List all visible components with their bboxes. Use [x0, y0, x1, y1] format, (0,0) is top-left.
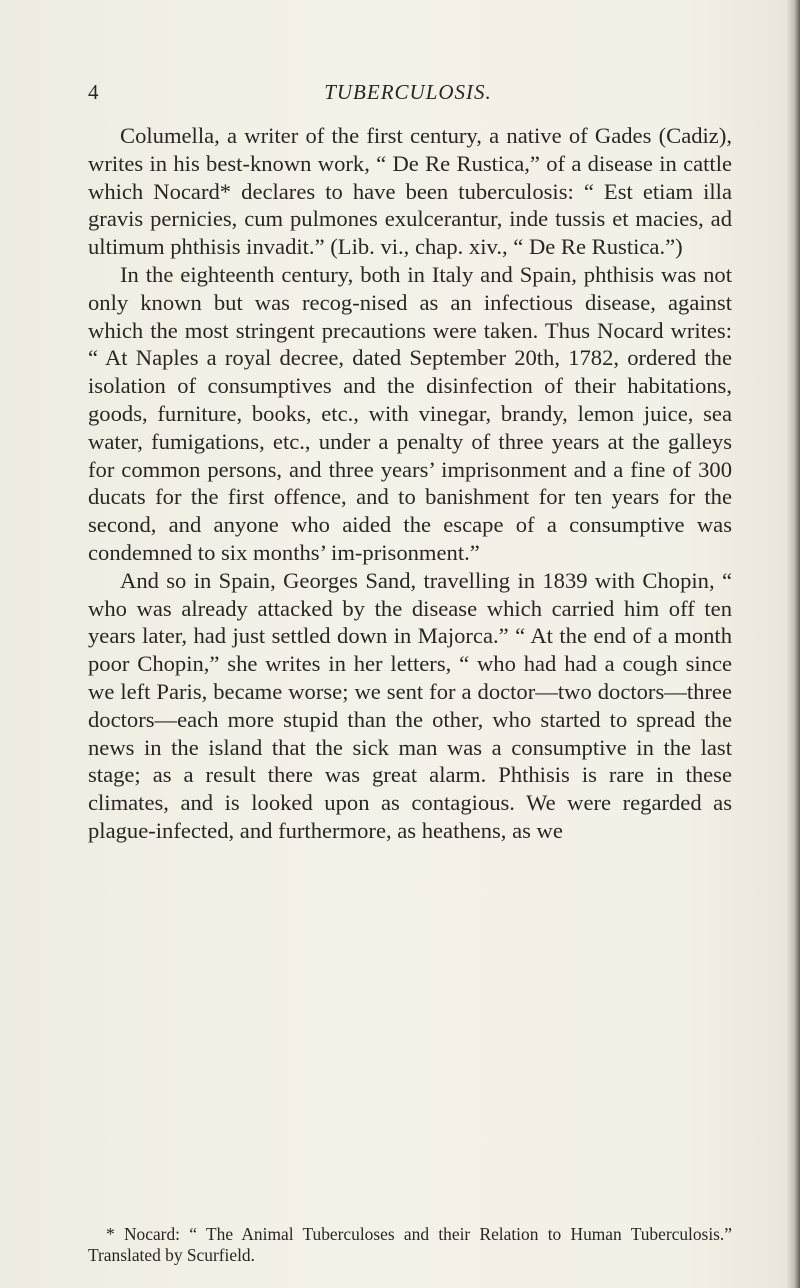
- running-title: TUBERCULOSIS.: [324, 80, 492, 104]
- page-edge-shadow: [786, 0, 800, 1288]
- body-text: [88, 122, 732, 845]
- footnote-nocard: * Nocard: “ The Animal Tuberculoses and their Relation to Human Tuberculosis.” Translated by Scurfield.: [88, 1224, 732, 1265]
- paragraph-spain-chopin: And so in Spain, Georges Sand, travelling in 1839 with Chopin, “ who was already attacked by the disease which carried him off ten years later, had just settled down in Majorca.” “ At the end of a month poor Chopin,” she writes in her letters, “ who had had a cough since we left Paris, became worse; we sent for a doctor—two doctors—three doctors—each more stupid than the other, who started to spread the news in the island that the sick man was a consumptive in the last stage; as a result there was great alarm. Phthisis is rare in these climates, and is looked upon as contagious. We were regarded as plague-infected, and furthermore, as heathens, as we: [88, 567, 732, 843]
- page-header: [88, 80, 728, 110]
- footnote: [88, 1224, 732, 1266]
- paragraph-columella: Columella, a writer of the first century, a native of Gades (Cadiz), writes in his best-known work, “ De Re Rustica,” of a disease in cattle which Nocard* declares to have been tuberculosis: “ Est etiam illa gravis pernicies, cum pulmones exulcerantur, inde tussis et macies, ad ultimum phthisis invadit.” (Lib. vi., chap. xiv., “ De Re Rustica.”): [88, 123, 732, 260]
- page-number: 4: [88, 80, 99, 104]
- paragraph-eighteenth-century: In the eighteenth century, both in Italy and Spain, phthisis was not only known but was recog-nised as an infectious disease, against which the most stringent precautions were taken. Thus Nocard writes: “ At Naples a royal decree, dated September 20th, 1782, ordered the isolation of consumptives and the disinfection of their habitations, goods, furniture, books, etc., with vinegar, brandy, lemon juice, sea water, fumigations, etc., under a penalty of three years at the galleys for common persons, and three years’ imprisonment and a fine of 300 ducats for the first offence, and to banishment for ten years for the second, and anyone who aided the escape of a consumptive was condemned to six months’ im-prisonment.”: [88, 261, 732, 565]
